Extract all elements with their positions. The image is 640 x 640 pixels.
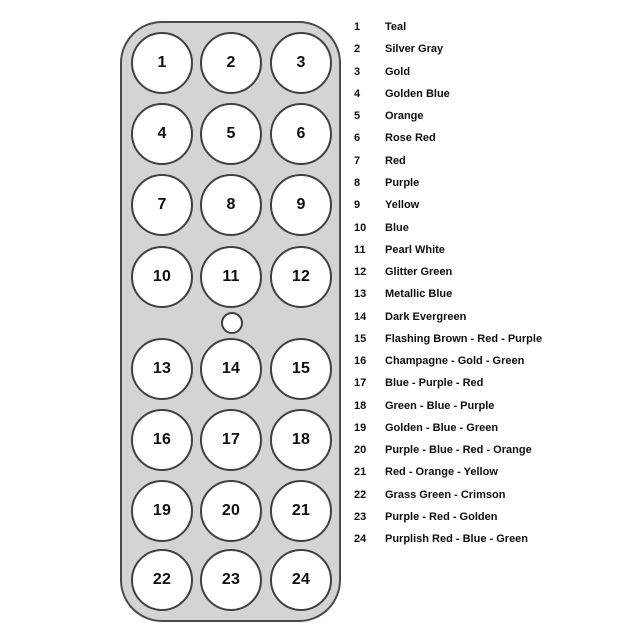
legend-item-number: 17	[354, 377, 367, 390]
legend-item-label: Purple	[385, 176, 420, 189]
well-number: 13	[152, 360, 172, 377]
legend-item-number: 4	[354, 87, 361, 100]
legend-item-number: 11	[354, 243, 366, 256]
well-9	[270, 174, 332, 236]
well-number: 2	[226, 54, 236, 71]
well-number: 21	[291, 502, 311, 519]
legend-item-20	[354, 439, 634, 461]
legend-item-5	[354, 105, 634, 127]
legend-item-8	[354, 172, 634, 194]
legend-item-23	[354, 506, 634, 528]
well-number: 14	[221, 360, 241, 377]
legend-item-number: 13	[354, 288, 367, 301]
legend-item-16	[354, 350, 634, 372]
legend-item-4	[354, 83, 634, 105]
well-12	[270, 246, 332, 308]
well-number: 4	[157, 125, 167, 142]
legend-item-label: Golden Blue	[385, 87, 450, 100]
legend-item-label: Dark Evergreen	[385, 310, 467, 323]
legend-item-number: 24	[354, 533, 367, 546]
well-21	[270, 480, 332, 542]
well-19	[131, 480, 193, 542]
legend-item-label: Flashing Brown - Red - Purple	[385, 332, 543, 345]
well-number: 7	[157, 196, 167, 213]
well-2	[200, 32, 262, 94]
well-number: 3	[296, 54, 306, 71]
well-14	[200, 338, 262, 400]
legend-item-1	[354, 16, 634, 38]
well-number: 20	[221, 502, 241, 519]
legend-item-number: 21	[354, 466, 367, 479]
well-number: 15	[291, 360, 311, 377]
well-11	[200, 246, 262, 308]
well-23	[200, 549, 262, 611]
well-number: 6	[296, 125, 306, 142]
legend-item-2	[354, 38, 634, 60]
well-24	[270, 549, 332, 611]
legend-item-number: 7	[354, 154, 361, 167]
well-number: 12	[291, 268, 311, 285]
legend-item-label: Gold	[385, 65, 411, 78]
well-8	[200, 174, 262, 236]
legend-item-number: 3	[354, 65, 361, 78]
well-number: 24	[291, 571, 311, 588]
well-number: 23	[221, 571, 241, 588]
legend-item-number: 5	[354, 110, 361, 123]
legend-item-12	[354, 261, 634, 283]
legend-item-label: Golden - Blue - Green	[385, 421, 499, 434]
legend-item-number: 2	[354, 43, 361, 56]
legend-item-11	[354, 239, 634, 261]
well-number: 9	[296, 196, 306, 213]
well-number: 5	[226, 125, 236, 142]
well-20	[200, 480, 262, 542]
legend-item-label: Orange	[385, 110, 424, 123]
legend-item-number: 9	[354, 199, 361, 212]
legend-item-number: 1	[354, 21, 361, 34]
legend-item-label: Silver Gray	[385, 43, 444, 56]
well-number: 10	[152, 268, 172, 285]
legend-item-label: Blue - Purple - Red	[385, 377, 484, 390]
legend-item-24	[354, 528, 634, 550]
well-15	[270, 338, 332, 400]
well-6	[270, 103, 332, 165]
legend-item-label: Blue	[385, 221, 409, 234]
well-4	[131, 103, 193, 165]
legend-item-number: 23	[354, 510, 367, 523]
well-number: 1	[157, 54, 167, 71]
legend-item-label: Rose Red	[385, 132, 436, 145]
well-13	[131, 338, 193, 400]
legend-item-22	[354, 484, 634, 506]
legend-item-17	[354, 372, 634, 394]
legend-item-label: Pearl White	[385, 243, 445, 256]
legend-item-label: Teal	[385, 21, 407, 34]
well-10	[131, 246, 193, 308]
legend-item-number: 10	[354, 221, 367, 234]
well-1	[131, 32, 193, 94]
well-number: 11	[222, 268, 240, 285]
well-number: 18	[291, 431, 311, 448]
well-18	[270, 409, 332, 471]
palette-tray	[120, 21, 341, 622]
legend-item-number: 8	[354, 176, 361, 189]
legend-item-number: 18	[354, 399, 367, 412]
legend-item-number: 20	[354, 444, 367, 457]
legend-item-13	[354, 283, 634, 305]
well-number: 22	[152, 571, 172, 588]
legend-item-number: 15	[354, 332, 367, 345]
well-22	[131, 549, 193, 611]
thumb-hole	[221, 312, 243, 334]
legend-item-10	[354, 216, 634, 238]
legend-item-label: Purple - Red - Golden	[385, 510, 498, 523]
legend-item-label: Purplish Red - Blue - Green	[385, 533, 529, 546]
well-17	[200, 409, 262, 471]
well-5	[200, 103, 262, 165]
well-number: 19	[152, 502, 172, 519]
legend-item-9	[354, 194, 634, 216]
well-16	[131, 409, 193, 471]
well-number: 17	[221, 431, 241, 448]
legend-item-number: 16	[354, 355, 367, 368]
legend-item-14	[354, 305, 634, 327]
legend-item-label: Yellow	[385, 199, 420, 212]
legend-item-18	[354, 395, 634, 417]
color-legend	[354, 16, 634, 550]
legend-item-label: Metallic Blue	[385, 288, 453, 301]
legend-item-19	[354, 417, 634, 439]
legend-item-number: 22	[354, 488, 367, 501]
legend-item-label: Green - Blue - Purple	[385, 399, 495, 412]
well-7	[131, 174, 193, 236]
legend-item-label: Red - Orange - Yellow	[385, 466, 498, 479]
legend-item-label: Glitter Green	[385, 266, 453, 279]
legend-item-label: Purple - Blue - Red - Orange	[385, 444, 532, 457]
well-3	[270, 32, 332, 94]
legend-item-number: 19	[354, 421, 367, 434]
legend-item-number: 6	[354, 132, 361, 145]
legend-item-21	[354, 461, 634, 483]
legend-item-number: 14	[354, 310, 367, 323]
legend-item-3	[354, 61, 634, 83]
legend-item-7	[354, 150, 634, 172]
well-number: 8	[226, 196, 236, 213]
legend-item-label: Champagne - Gold - Green	[385, 355, 525, 368]
legend-item-number: 12	[354, 266, 367, 279]
legend-item-label: Grass Green - Crimson	[385, 488, 506, 501]
legend-item-6	[354, 127, 634, 149]
legend-item-15	[354, 328, 634, 350]
well-number: 16	[152, 431, 172, 448]
legend-item-label: Red	[385, 154, 406, 167]
